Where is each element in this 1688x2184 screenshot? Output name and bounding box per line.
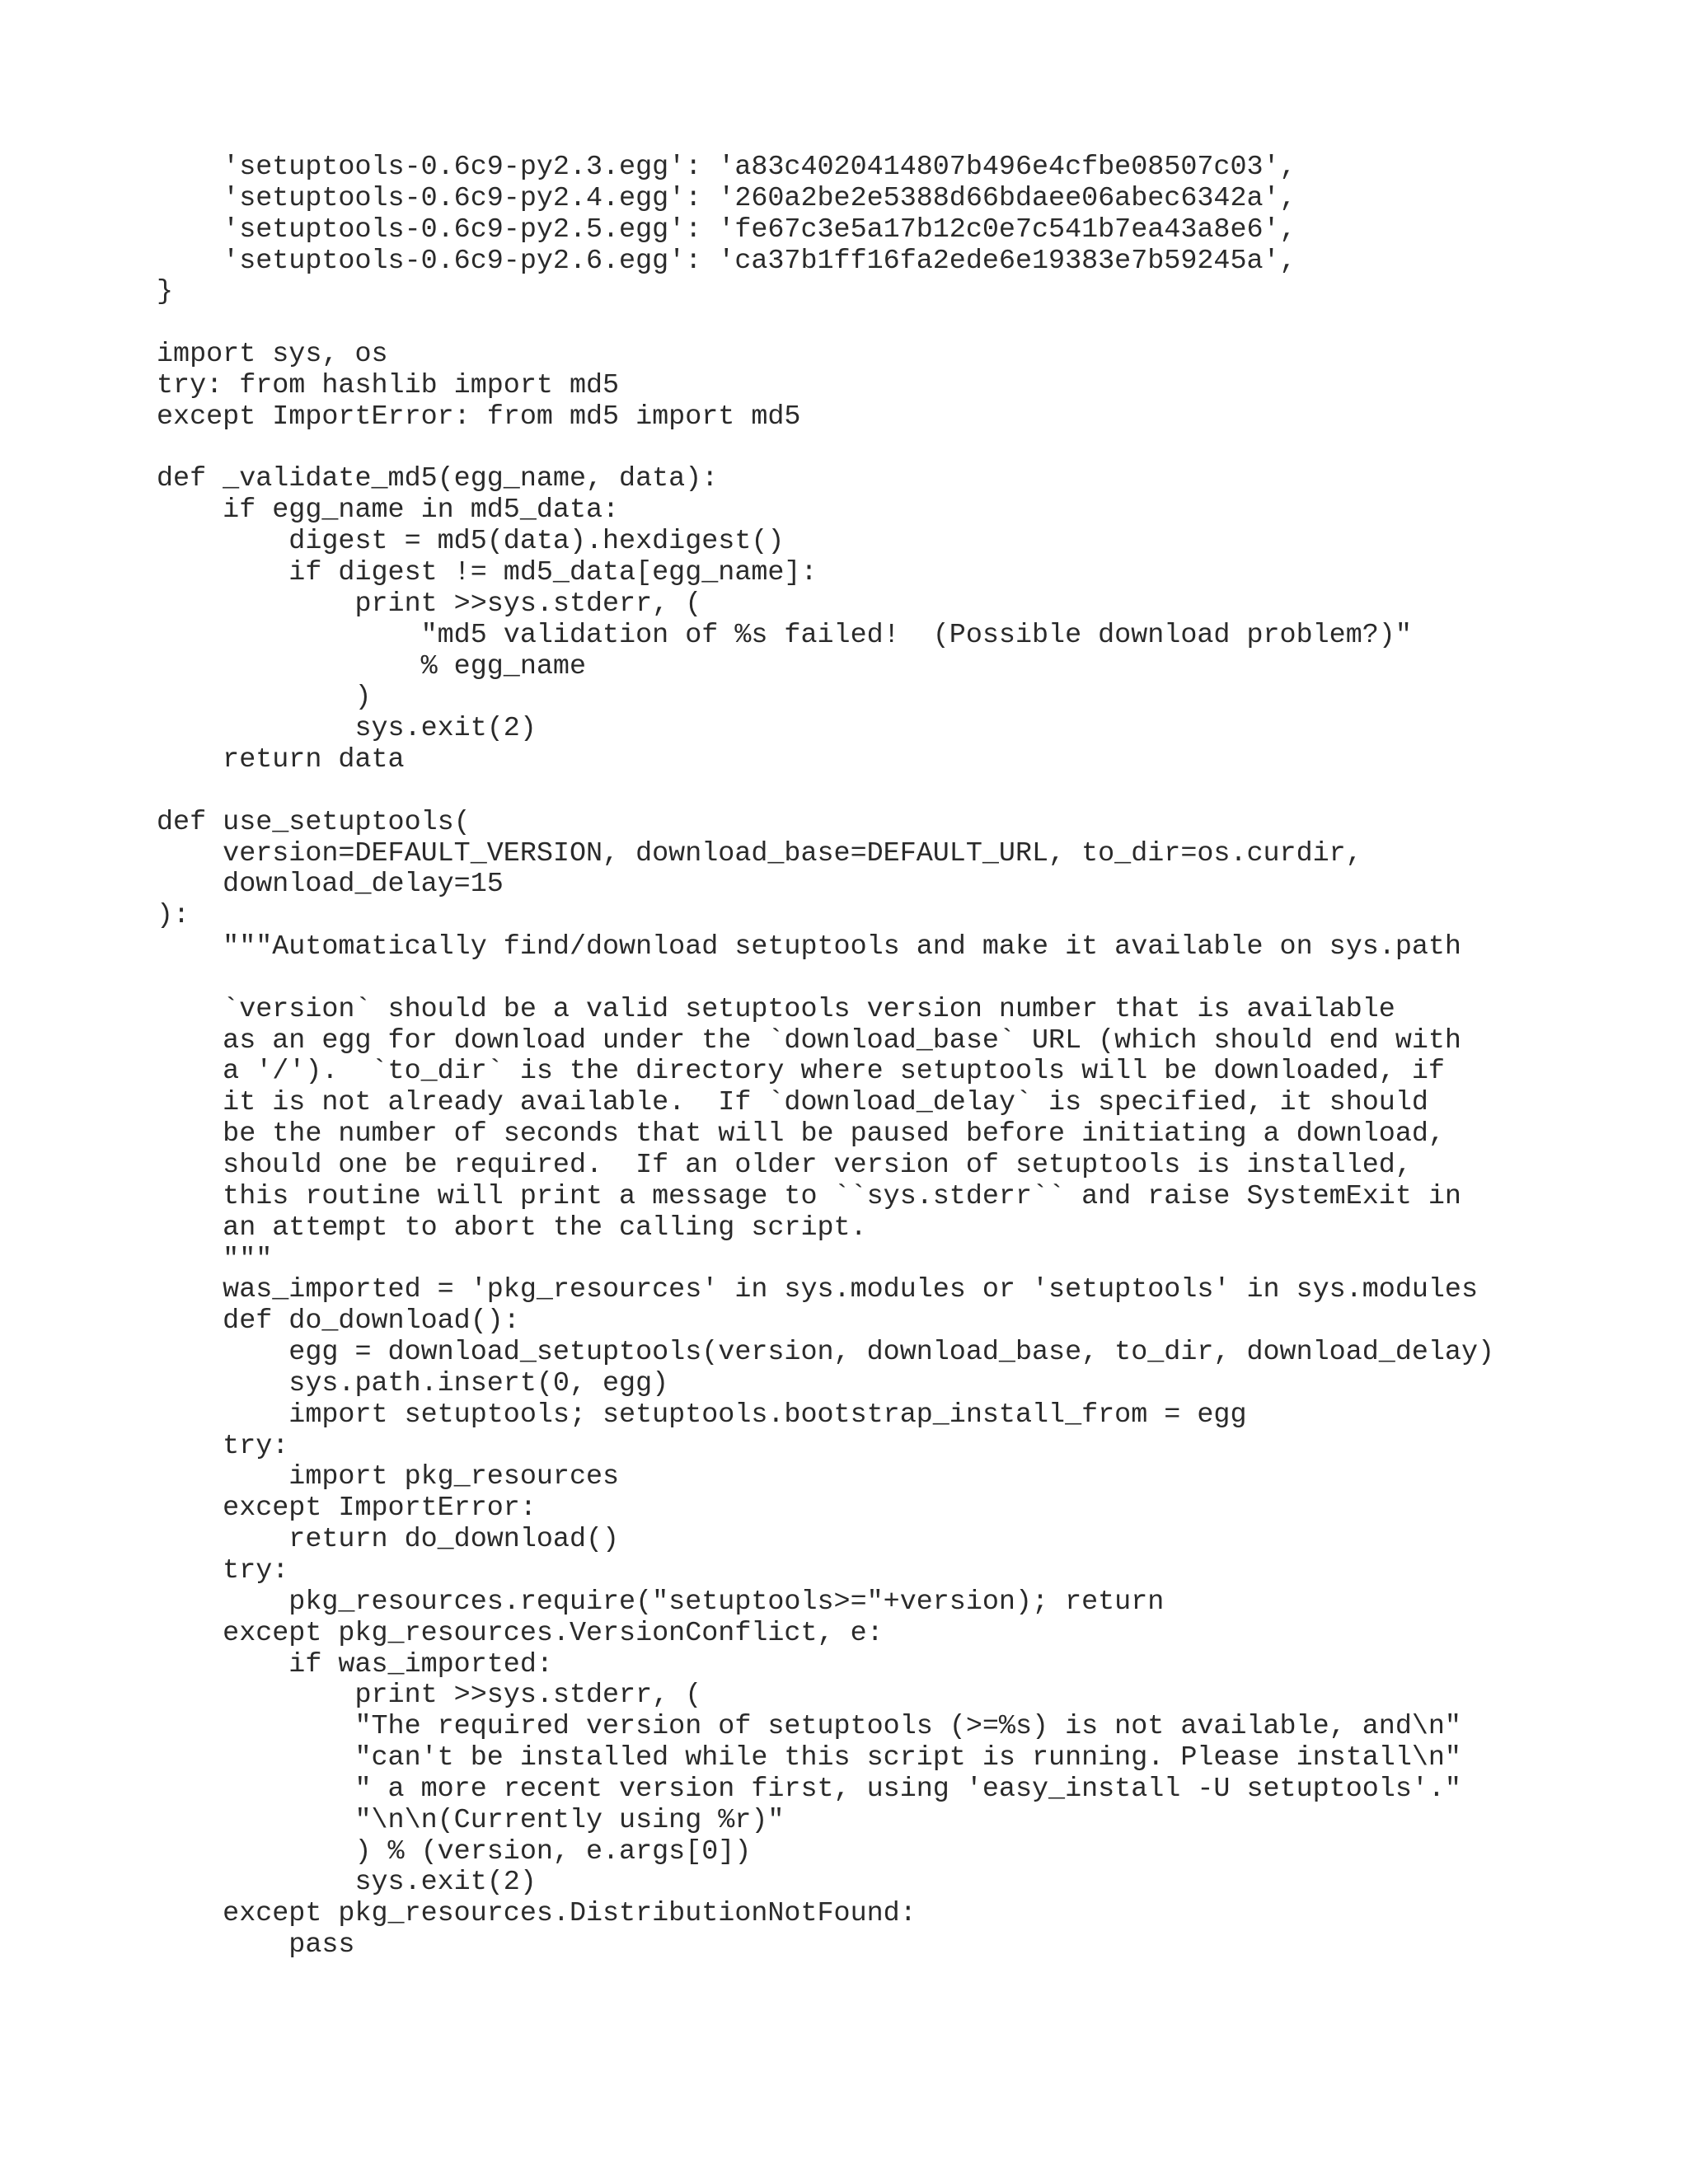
code-line: 'setuptools-0.6c9-py2.6.egg': 'ca37b1ff16fa2ede6e19383e7b59245a', (157, 245, 1296, 277)
code-line: if egg_name in md5_data: (157, 494, 620, 527)
code-line: " a more recent version first, using 'easy_install -U setuptools'." (157, 1773, 1461, 1805)
code-line: sys.exit(2) (157, 1867, 537, 1899)
code-line: "The required version of setuptools (>=%s) is not available, and\n" (157, 1711, 1461, 1743)
code-line: import pkg_resources (157, 1461, 620, 1493)
code-line: import setuptools; setuptools.bootstrap_install_from = egg (157, 1399, 1247, 1431)
code-line: except pkg_resources.VersionConflict, e: (157, 1617, 884, 1649)
code-line: ): (157, 900, 190, 932)
code-line: except ImportError: from md5 import md5 (157, 401, 801, 433)
code-line: should one be required. If an older version of setuptools is installed, (157, 1150, 1412, 1181)
code-line: print >>sys.stderr, ( (157, 1680, 702, 1712)
code-line (157, 308, 1494, 340)
code-line: be the number of seconds that will be paused before initiating a download, (157, 1118, 1445, 1151)
code-line: was_imported = 'pkg_resources' in sys.modules or 'setuptools' in sys.modules (157, 1274, 1479, 1306)
code-line: except pkg_resources.DistributionNotFound: (157, 1898, 917, 1930)
code-line: an attempt to abort the calling script. (157, 1212, 867, 1244)
code-line: print >>sys.stderr, ( (157, 588, 702, 620)
code-line: "can't be installed while this script is running. Please install\n" (157, 1742, 1461, 1774)
code-listing (157, 152, 1494, 2024)
code-line (157, 776, 1494, 808)
code-line: egg = download_setuptools(version, download_base, to_dir, download_delay) (157, 1337, 1495, 1369)
code-line: 'setuptools-0.6c9-py2.5.egg': 'fe67c3e5a17b12c0e7c541b7ea43a8e6', (157, 213, 1296, 246)
code-line: try: (157, 1430, 289, 1462)
code-line (157, 963, 1494, 995)
code-line: try: from hashlib import md5 (157, 369, 620, 401)
code-line: ) (157, 682, 372, 714)
code-line (157, 434, 1494, 465)
code-line: % egg_name (157, 650, 586, 682)
code-line: 'setuptools-0.6c9-py2.3.egg': 'a83c4020414807b496e4cfbe08507c03', (157, 152, 1296, 183)
code-line: return do_download() (157, 1524, 620, 1556)
code-line: if digest != md5_data[egg_name]: (157, 556, 818, 588)
code-line: """Automatically find/download setuptools and make it available on sys.path (157, 931, 1461, 963)
code-line: def use_setuptools( (157, 806, 471, 838)
code-line: `version` should be a valid setuptools version number that is available (157, 993, 1395, 1025)
code-line: ) % (version, e.args[0]) (157, 1835, 752, 1868)
code-line: pkg_resources.require("setuptools>="+version); return (157, 1586, 1165, 1618)
code-line: version=DEFAULT_VERSION, download_base=DEFAULT_URL, to_dir=os.curdir, (157, 837, 1362, 869)
code-line: "md5 validation of %s failed! (Possible download problem?)" (157, 619, 1412, 651)
code-line: except ImportError: (157, 1493, 537, 1525)
code-line: def do_download(): (157, 1305, 520, 1338)
code-line: sys.path.insert(0, egg) (157, 1367, 669, 1399)
code-line: import sys, os (157, 339, 388, 371)
code-line: it is not already available. If `download_delay` is specified, it should (157, 1087, 1428, 1119)
code-line: 'setuptools-0.6c9-py2.4.egg': '260a2be2e5388d66bdaee06abec6342a', (157, 182, 1296, 214)
code-line: return data (157, 744, 405, 776)
code-line: "\n\n(Currently using %r)" (157, 1804, 785, 1836)
code-line: this routine will print a message to ``sys.stderr`` and raise SystemExit in (157, 1180, 1461, 1212)
code-line: """ (157, 1243, 273, 1275)
code-line: digest = md5(data).hexdigest() (157, 526, 785, 558)
code-line: as an egg for download under the `download_base` URL (which should end with (157, 1024, 1461, 1057)
code-line: try: (157, 1554, 289, 1586)
code-line: sys.exit(2) (157, 713, 537, 745)
code-line: a '/'). `to_dir` is the directory where setuptools will be downloaded, if (157, 1056, 1445, 1088)
code-line: download_delay=15 (157, 869, 504, 901)
code-line: if was_imported: (157, 1648, 553, 1680)
code-line: } (157, 276, 174, 308)
code-line: def _validate_md5(egg_name, data): (157, 463, 719, 495)
code-line: pass (157, 1929, 355, 1961)
